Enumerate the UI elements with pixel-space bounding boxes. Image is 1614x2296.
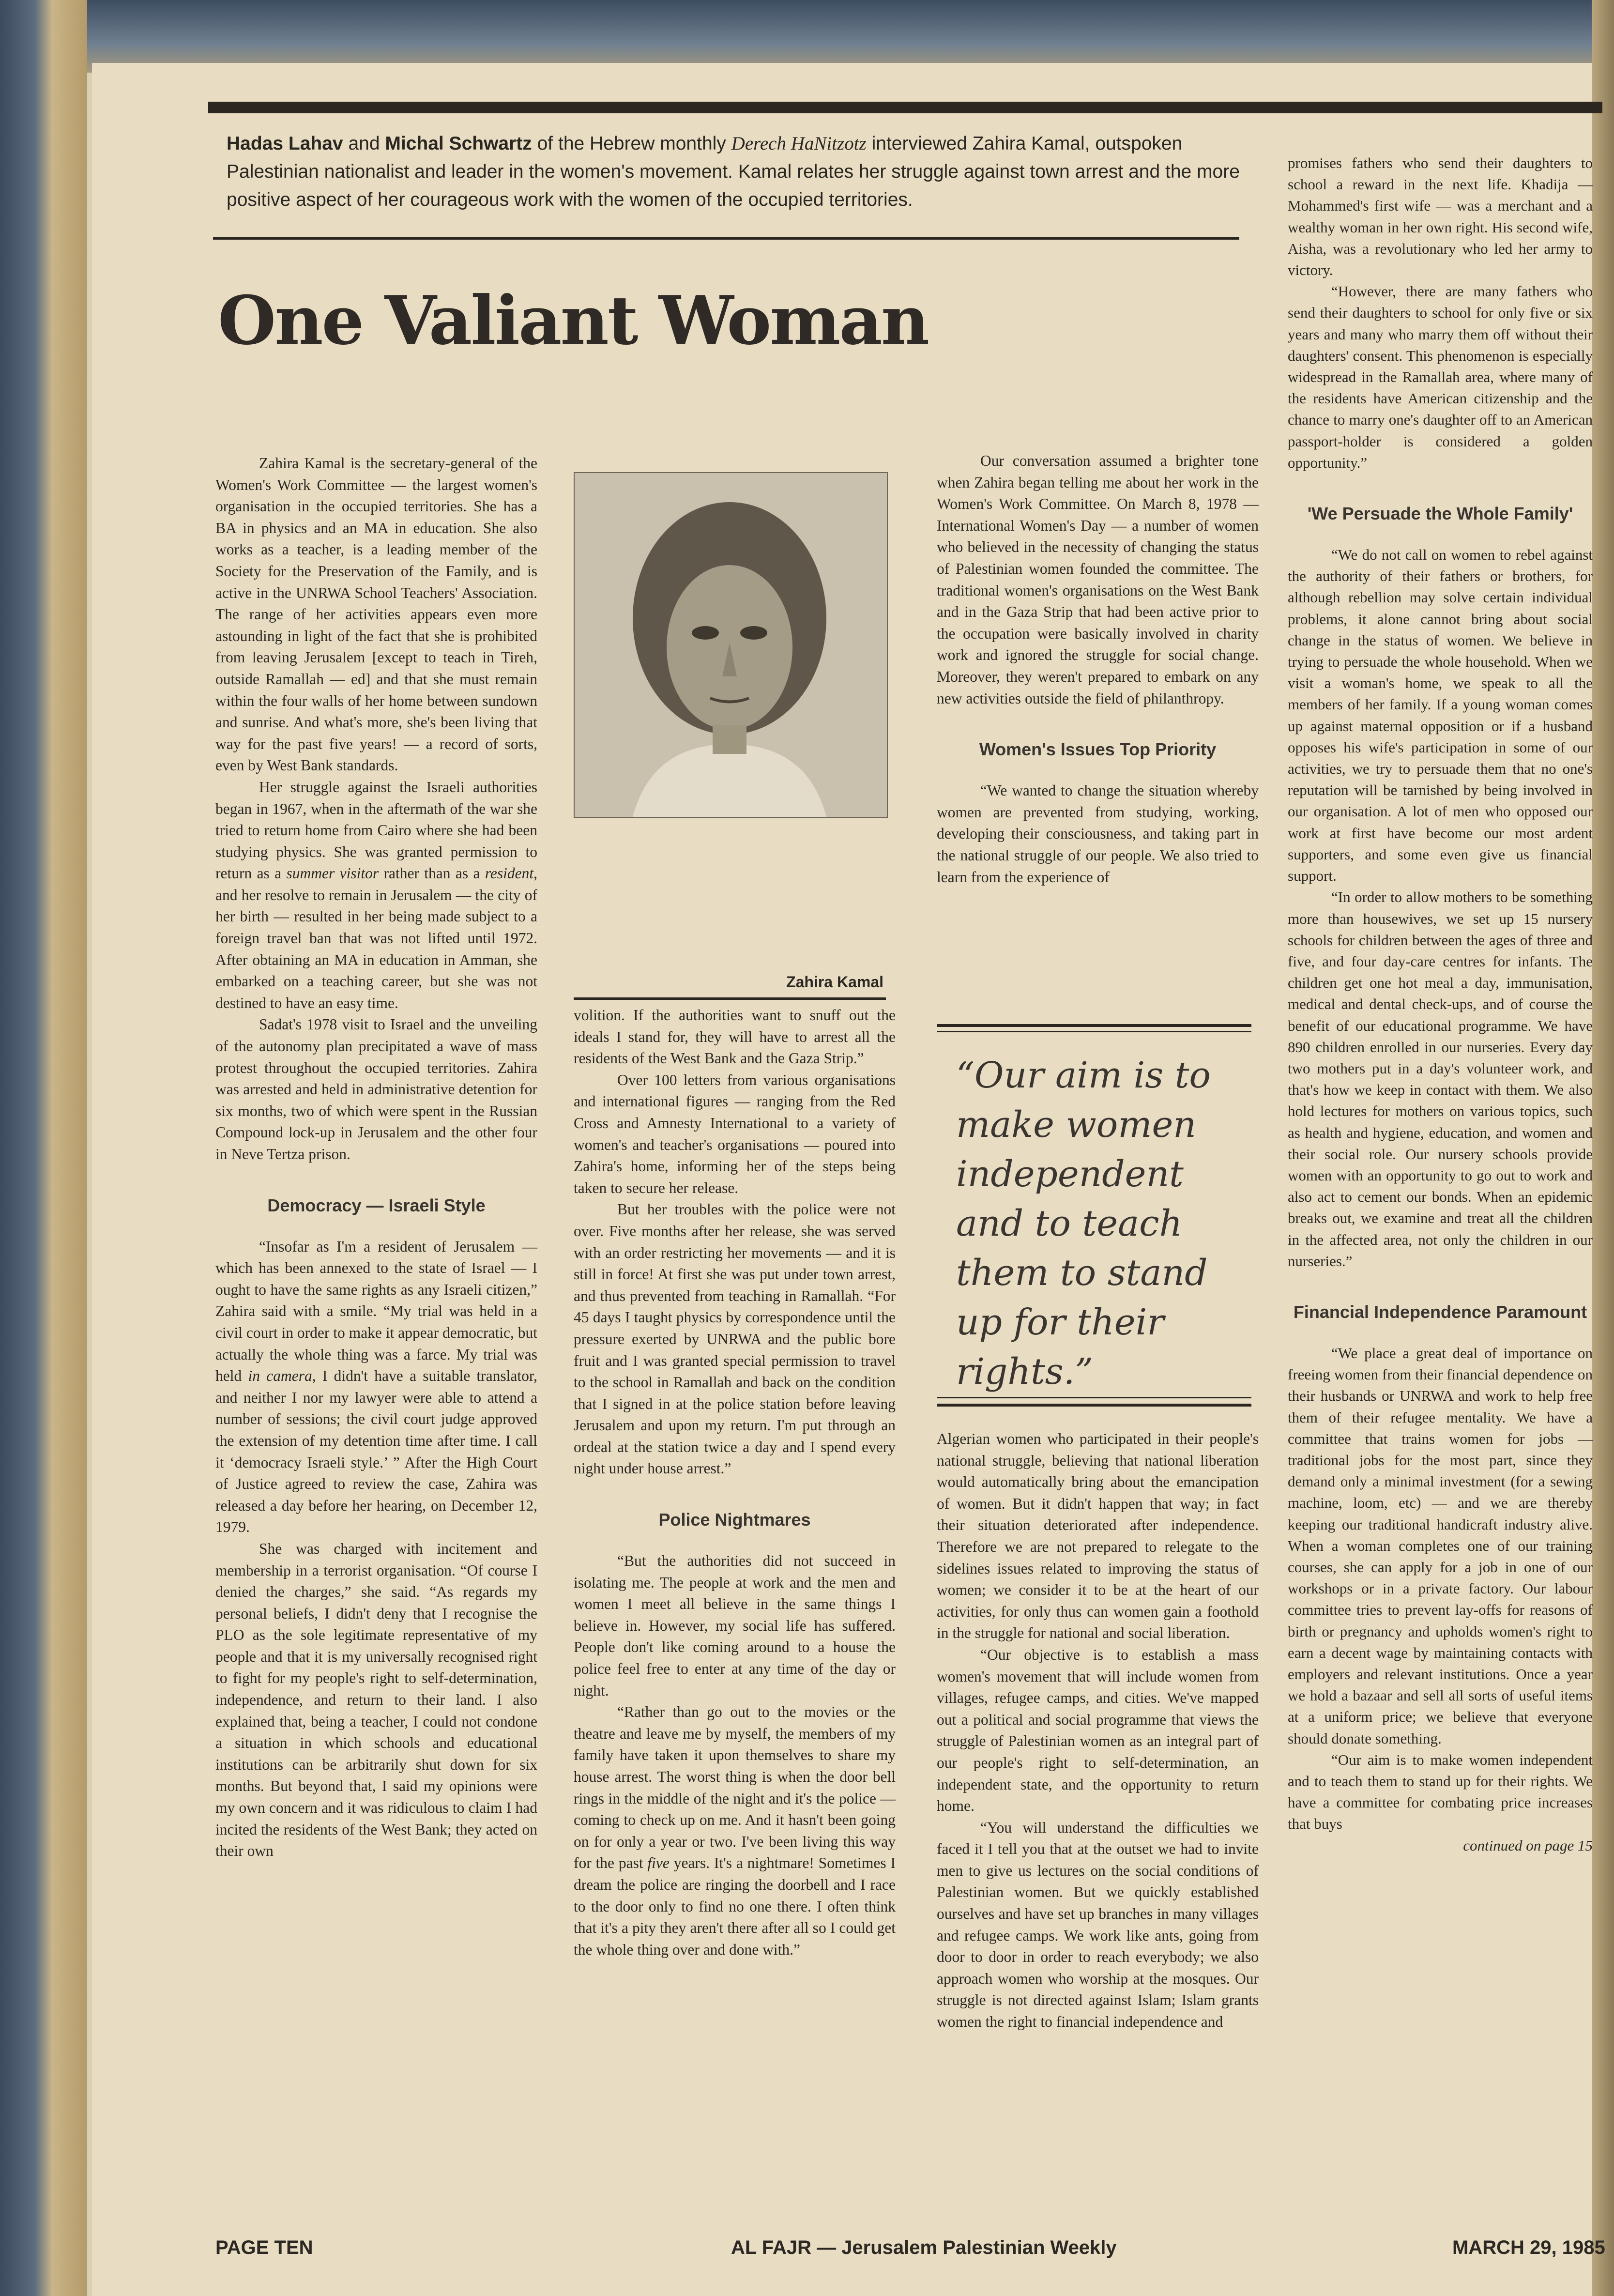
- continued-note: continued on page 15: [1463, 1837, 1593, 1854]
- col2-paragraph-5: [574, 1701, 896, 1960]
- col1-p4-text-b: in camera: [248, 1367, 312, 1385]
- col1-p2-text-d: resident: [485, 865, 534, 882]
- col1-p2-text-a: Her struggle against the Israeli authorities began in 1967, when in the aftermath of the war she tried to return home from Cairo where she had been studying physics. She was granted permission to return as a: [215, 778, 537, 882]
- subhead-persuade-family: 'We Persuade the Whole Family': [1307, 504, 1573, 524]
- footer-publication: AL FAJR — Jerusalem Palestinian Weekly: [731, 2237, 1117, 2258]
- col3-paragraph-2: “We wanted to change the situation whereby women are prevented from studying, working, developing their consciousness, and taking part in the national struggle of our people. We also tried to learn from the experience of: [937, 782, 1259, 886]
- col2-p5-text-a: “Rather than go out to the movies or the theatre and leave me by myself, the members of my family have taken it upon themselves to share my house arrest. The worst thing is when the door bell rings in the middle of the night and it's the police — coming to check up on me. And it hasn't been going on for only a year or two. I've been living this way for the past: [574, 1703, 896, 1872]
- subhead-womens-issues: Women's Issues Top Priority: [979, 739, 1217, 760]
- portrait-illustration: [575, 473, 887, 817]
- col1-paragraph-5: She was charged with incitement and membership in a terrorist organisation. “Of course I denied the charges,” she said. “As regards my personal beliefs, I didn't deny that I recognise the PLO as the sole legitimate representative of my people and that it is my universally recognised right to fight for my people's right to self-determination, independence, and return to their land. I also explained that, being a teacher, I could not condone a situation in which schools and educational institutions can be arbitrarily shut down for six months. But beyond that, I said my opinions were my own concern and it was ridiculous to claim I had incited the residents of the West Bank; they acted on their own: [215, 1540, 537, 1860]
- portrait-photo: [574, 472, 888, 818]
- top-rule: [208, 102, 1602, 113]
- column-4: [1288, 153, 1593, 1856]
- col2-p5-text-b: five: [647, 1854, 670, 1872]
- col4-paragraph-3: “We do not call on women to rebel against the authority of their fathers or brothers, for although rebellion may solve certain individual problems, it alone cannot bring about social change in the status of women. We believe in trying to persuade the whole household. When we visit a woman's home, we speak to all the members of her family. If a young woman comes up against maternal opposition or if a husband opposes his wife's participation in some of our activities, we try to persuade them that no one's reputation will be tarnished by being involved in our organisation. A lot of men who opposed our work at first have become our most ardent supporters, and some even give us financial support.: [1288, 546, 1593, 885]
- col1-paragraph-1: Zahira Kamal is the secretary-general of the Women's Work Committee — the largest women's organisation in the occupied territories. She has a BA in physics and an MA in education. She also works as a teacher, is a leading member of the Society for the Preservation of the Family, and is active in the UNRWA School Teachers' Association. The range of her activities appears even more astounding in light of the fact that she is prohibited from leaving Jerusalem [except to teach in Tireh, outside Ramallah — ed] and that she must remain within the four walls of her home between sundown and sunrise. And what's more, she's been living that way for the past five years! — a record of sorts, even by West Bank standards.: [215, 455, 537, 774]
- pull-quote-box: [937, 1024, 1247, 1407]
- pull-quote-text: “Our aim is to make women independent and to teach them to stand up for their rights.”: [956, 1055, 1211, 1393]
- col1-paragraph-4: [215, 1236, 537, 1538]
- column-2: [574, 1005, 896, 1960]
- footer-date: MARCH 29, 1985: [1452, 2237, 1605, 2258]
- column-3-top: [937, 450, 1259, 888]
- book-spine-edge: [0, 0, 87, 2296]
- intro-publication: Derech HaNitzotz: [731, 133, 867, 154]
- subhead-financial-independence: Financial Independence Paramount: [1293, 1301, 1587, 1322]
- pull-quote-bottom-rule: [937, 1404, 1251, 1407]
- col1-p4-text-c: , I didn't have a suitable translator, and neither I nor my lawyer were able to attend a number of sessions; the civil court judge approved the extension of my detention time after time. I call it ‘democracy Israeli style.’ ” After the High Court of Justice agreed to review the case, Zahira was released a day before her hearing, on December 12, 1979.: [215, 1367, 537, 1536]
- intro-text-2: interviewed Zahira Kamal, outspoken Palestinian nationalist and leader in the women's movement. Kamal relates her struggle against town arrest and the more positive aspect of her courageous work with the women of the occupied territories.: [227, 133, 1240, 210]
- book-top-edge: [0, 0, 1614, 73]
- col3-paragraph-1: Our conversation assumed a brighter tone when Zahira began telling me about her work in the Women's Work Committee. On March 8, 1978 — International Women's Day — a number of women who believed in the necessity of changing the status of Palestinian women founded the committee. The traditional women's organisations on the West Bank and in the Gaza Strip that had been active prior to the occupation were basically involved in charity work and ignored the struggle for social change. Moreover, they weren't prepared to embark on any new activities outside the field of philanthropy.: [937, 452, 1259, 707]
- col1-paragraph-3: Sadat's 1978 visit to Israel and the unveiling of the autonomy plan precipitated a wave of mass protest throughout the occupied territories. Zahira was arrested and held in administrative detention for six months, two of which were spent in the Russian Compound lock-up in Jerusalem and the other four in Neve Tertza prison.: [215, 1016, 537, 1163]
- col1-p2-text-c: rather than as a: [379, 865, 485, 882]
- col4-paragraph-6: “Our aim is to make women independent and to teach them to stand up for their rights. We have a committee for combating price increases that buys: [1288, 1751, 1593, 1833]
- col1-p4-text-a: “Insofar as I'm a resident of Jerusalem — which has been annexed to the state of Israel — I ought to have the same rights as any Israeli citizen,” Zahira said with a smile. “My trial was held in a civil court in order to make it appear democratic, but actually the whole thing was a farce. My trial was held: [215, 1238, 537, 1385]
- footer-page-number: PAGE TEN: [215, 2237, 313, 2258]
- pull-quote-bottom-rule-2: [937, 1397, 1251, 1398]
- col2-paragraph-1: volition. If the authorities want to snuff out the ideals I stand for, they will have to arrest all the residents of the West Bank and the Gaza Strip.”: [574, 1007, 896, 1067]
- col1-paragraph-2: [215, 777, 537, 1014]
- caption-rule: [574, 997, 886, 1000]
- col4-paragraph-4: “In order to allow mothers to be something more than housewives, we set up 15 nursery schools for children between the ages of three and five, and four day-care centres for infants. The children get one hot meal a day, immunisation, medical and dental check-ups, and of course the benefit of our educational programme. We have 890 children enrolled in our nurseries. Every day two mothers put in a day's volunteer work, and that's how we keep in contact with them. We also hold lectures for mothers on various topics, such as health and hygiene, education, and women and their social role. Our nursery schools provide women with an opportunity to go out to work and also act to cement our bonds. When an epidemic breaks out, we examine and treat all the children in the affected area, not only the children in our nurseries.”: [1288, 888, 1593, 1270]
- col2-paragraph-3: But her troubles with the police were not over. Five months after her release, she was served with an order restricting her movements — and it is still in force! At first she was put under town arrest, and thus prevented from teaching in Ramallah. “For 45 days I taught physics by correspondence until the pressure exerted by UNRWA and the public bore fruit and I was granted special permission to travel to the school in Ramallah and back on the condition that I signed in at the police station before leaving Jerusalem and upon my return. I'm put through an ordeal at the station twice a day and I spend every night under house arrest.”: [574, 1201, 896, 1477]
- col3-paragraph-4: “Our objective is to establish a mass women's movement that will include women from villages, refugee camps, and cities. We've mapped out a political and social programme that views the struggle of Palestinian women as an integral part of our people's right to self-determination, an independent state, and the opportunity to return home.: [937, 1646, 1259, 1815]
- intro-author-1: Hadas Lahav: [227, 133, 343, 154]
- col1-p2-text-b: summer visitor: [286, 865, 379, 882]
- pull-quote-top-rule-2: [937, 1031, 1251, 1032]
- column-3-bottom: [937, 1428, 1259, 2033]
- headline: One Valiant Woman: [218, 281, 929, 360]
- col3-paragraph-5: “You will understand the difficulties we faced it I tell you that at the outset we had to invite men to give us lectures on the social conditions of Palestinian women. But we quickly established ourselves and have set up branches in many villages and refugee camps. We work like ants, going from door to door in order to reach everybody; we also approach women who worship at the mosques. Our struggle is not directed against Islam; Islam grants women the right to financial independence and: [937, 1819, 1259, 2031]
- intro-text-1: of the Hebrew monthly: [532, 133, 731, 154]
- col1-p2-text-e: , and her resolve to remain in Jerusalem — the city of her birth — resulted in her being made subject to a foreign travel ban that was not lifted until 1972. After obtaining an MA in education in Amman, she embarked on a teaching career, but she was not destined to have an easy time.: [215, 865, 538, 1011]
- col4-paragraph-1: promises fathers who send their daughters to school a reward in the next life. Khadija — Mohammed's first wife — was a merchant and a wealthy woman in her own right. His second wife, Aisha, was a revolutionary who led her army to victory.: [1288, 154, 1593, 279]
- col4-paragraph-2: “However, there are many fathers who send their daughters to school for only five or six years and many who marry them off without their daughters' consent. This phenomenon is especially widespread in the Ramallah area, where many of the residents have American citizenship and the chance to marry one's daughter off to an American passport-holder is considered a golden opportunity.”: [1288, 283, 1593, 471]
- intro-rule: [213, 237, 1239, 240]
- subhead-democracy: Democracy — Israeli Style: [267, 1195, 486, 1215]
- pull-quote-top-rule: [937, 1024, 1251, 1027]
- col3-paragraph-3: Algerian women who participated in their people's national struggle, believing that national liberation would automatically bring about the emancipation of women. But it didn't happen that way; in fact their situation deteriorated after independence. Therefore we are not prepared to relegate to the sidelines issues related to improving the status of women; we consider it to be at the heart of our activities, for only thus can women gain a foothold in the struggle for national and social liberation.: [937, 1430, 1259, 1642]
- col4-paragraph-5: “We place a great deal of importance on freeing women from their financial dependence on their husbands or UNRWA and work to help free them of their refugee mentality. We have a committee that trains women for jobs — traditional jobs for the most part, since they demand only a minimal investment (for a sewing machine, loom, etc) — and we are thereby keeping our traditional handicraft industry alive. When a woman completes one of our training courses, she can apply for a job in one of our workshops or in a private factory. Our labour committee tries to prevent lay-offs for reasons of birth or pregnancy and upholds women's right to earn a decent wage by maintaining contacts with employers and relevant institutions. Once a year we hold a bazaar and sell all sorts of useful items at a uniform price; we believe that everyone should donate something.: [1288, 1344, 1593, 1747]
- column-1: [215, 453, 537, 1862]
- intro-author-2: Michal Schwartz: [385, 133, 532, 154]
- intro-and: and: [343, 133, 385, 154]
- col2-paragraph-4: “But the authorities did not succeed in isolating me. The people at work and the men and women I meet all believe in the same things I believe in. However, my social life has suffered. People don't like coming around to a house the police feel free to enter at any time of the day or night.: [574, 1552, 896, 1699]
- photo-caption: Zahira Kamal: [786, 973, 883, 991]
- intro-blurb: [227, 130, 1243, 214]
- subhead-police-nightmares: Police Nightmares: [658, 1510, 811, 1530]
- book-right-edge: [1592, 0, 1614, 2296]
- col2-paragraph-2: Over 100 letters from various organisations and international figures — ranging from the Red Cross and Amnesty International to a variety of women's and teacher's organisations — poured into Zahira's home, informing her of the steps being taken to secure her release.: [574, 1071, 896, 1196]
- col2-p5-text-c: years. It's a nightmare! Sometimes I dream the police are ringing the doorbell and I race to the door only to find no one there. I often think that it's a pity they aren't there after all so I could get the whole thing over and done with.”: [574, 1854, 896, 1958]
